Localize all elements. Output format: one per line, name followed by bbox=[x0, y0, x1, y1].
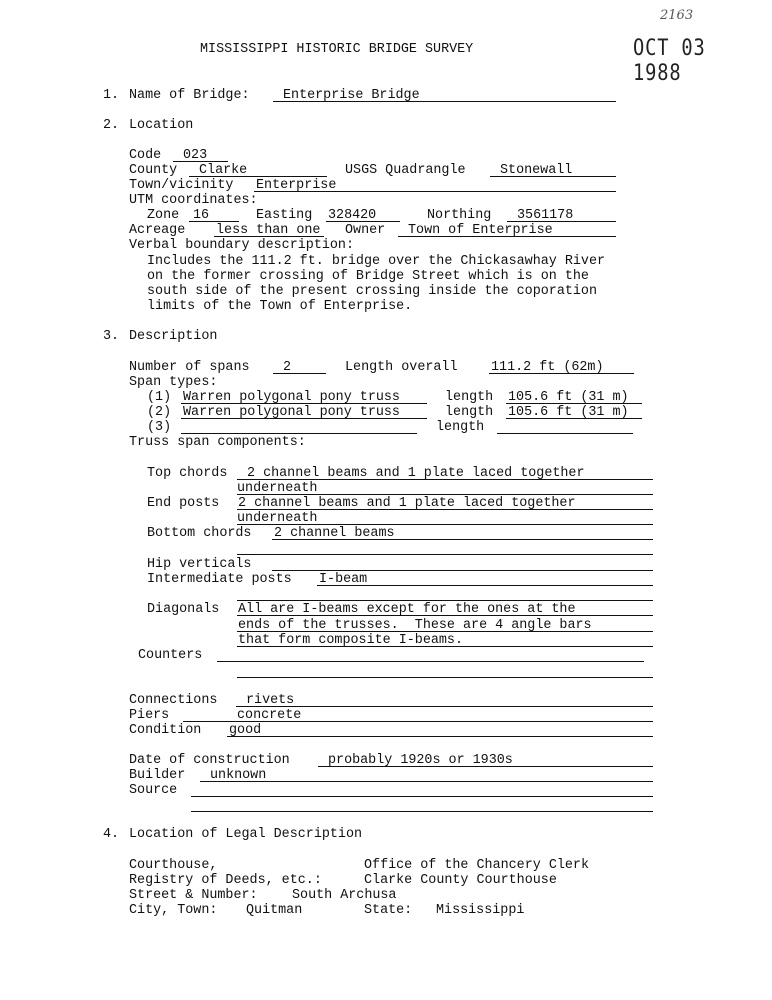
piers-label: Piers bbox=[129, 708, 170, 723]
spans-label: Number of spans bbox=[129, 360, 250, 375]
piers-value: concrete bbox=[237, 708, 302, 723]
top-chords-value-2: underneath bbox=[237, 481, 318, 496]
handwritten-note: 2163 bbox=[660, 8, 694, 23]
acreage-line bbox=[214, 236, 324, 237]
received-date-stamp: OCT 03 1988 bbox=[633, 36, 706, 86]
counters-label: Counters bbox=[138, 648, 203, 663]
end-posts-value-2: underneath bbox=[237, 511, 318, 526]
date-of-construction-line bbox=[318, 766, 653, 767]
county-value: Clarke bbox=[199, 163, 248, 178]
usgs-label: USGS Quadrangle bbox=[345, 163, 466, 178]
bridge-name-line bbox=[273, 101, 616, 102]
span-type-1-length-line bbox=[506, 403, 642, 404]
end-posts-line-1 bbox=[237, 509, 653, 510]
section-2-number: 2. bbox=[103, 118, 120, 133]
span-type-2-number: (2) bbox=[147, 405, 172, 420]
acreage-label: Acreage bbox=[129, 223, 186, 238]
verbal-boundary-label: Verbal boundary description: bbox=[129, 238, 354, 253]
diagonals-value-3: that form composite I-beams. bbox=[238, 633, 463, 648]
end-posts-label: End posts bbox=[147, 496, 220, 511]
zone-value: 16 bbox=[193, 208, 210, 223]
diagonals-line-2 bbox=[237, 631, 653, 632]
usgs-value: Stonewall bbox=[500, 163, 573, 178]
diagonals-value-1: All are I-beams except for the ones at the bbox=[238, 602, 576, 617]
section-2-heading: Location bbox=[129, 118, 194, 133]
section-4-number: 4. bbox=[103, 827, 120, 842]
counters-line-2 bbox=[237, 677, 653, 678]
courthouse-value: Office of the Chancery Clerk bbox=[364, 858, 589, 873]
bottom-chords-label: Bottom chords bbox=[147, 526, 252, 541]
bottom-chords-line-2 bbox=[237, 554, 653, 555]
top-chords-value-1: 2 channel beams and 1 plate laced together bbox=[247, 466, 585, 481]
date-of-construction-label: Date of construction bbox=[129, 753, 290, 768]
length-overall-value: 111.2 ft (62m) bbox=[491, 360, 604, 375]
street-label: Street & Number: bbox=[129, 888, 258, 903]
span-type-1-line bbox=[181, 403, 427, 404]
counters-line-1 bbox=[217, 661, 644, 662]
source-line-1 bbox=[191, 796, 653, 797]
top-chords-line-1 bbox=[237, 479, 653, 480]
verbal-boundary-line-1: Includes the 111.2 ft. bridge over the Chickasawhay River bbox=[147, 254, 606, 269]
code-value: 023 bbox=[183, 148, 208, 163]
span-types-label: Span types: bbox=[129, 375, 218, 390]
spans-line bbox=[273, 373, 326, 374]
span-type-1-length-value: 105.6 ft (31 m) bbox=[508, 390, 629, 405]
connections-label: Connections bbox=[129, 693, 218, 708]
zone-line bbox=[189, 221, 239, 222]
span-type-3-length-line bbox=[497, 433, 633, 434]
city-value: Quitman bbox=[246, 903, 303, 918]
acreage-value: less than one bbox=[216, 223, 321, 238]
end-posts-value-1: 2 channel beams and 1 plate laced together bbox=[238, 496, 576, 511]
bottom-chords-line-1 bbox=[272, 539, 653, 540]
city-label: City, Town: bbox=[129, 903, 218, 918]
diagonals-label: Diagonals bbox=[147, 602, 220, 617]
diagonals-value-2: ends of the trusses. These are 4 angle bars bbox=[238, 618, 592, 633]
county-line bbox=[189, 176, 327, 177]
piers-line bbox=[183, 721, 653, 722]
span-type-1-length-label: length bbox=[445, 390, 494, 405]
section-3-number: 3. bbox=[103, 329, 120, 344]
intermediate-posts-line bbox=[317, 585, 653, 586]
builder-value: unknown bbox=[210, 768, 267, 783]
span-type-2-length-value: 105.6 ft (31 m) bbox=[508, 405, 629, 420]
span-type-3-line bbox=[181, 433, 417, 434]
span-type-2-value: Warren polygonal pony truss bbox=[183, 405, 400, 420]
connections-line bbox=[236, 706, 653, 707]
page-title: MISSISSIPPI HISTORIC BRIDGE SURVEY bbox=[200, 42, 474, 57]
street-value: South Archusa bbox=[292, 888, 397, 903]
section-4-heading: Location of Legal Description bbox=[129, 827, 363, 842]
intermediate-posts-value: I-beam bbox=[319, 572, 368, 587]
utm-label: UTM coordinates: bbox=[129, 193, 258, 208]
span-type-2-length-label: length bbox=[445, 405, 494, 420]
condition-label: Condition bbox=[129, 723, 202, 738]
truss-components-label: Truss span components: bbox=[129, 435, 306, 450]
zone-label: Zone bbox=[147, 208, 180, 223]
length-overall-line bbox=[489, 373, 634, 374]
courthouse-label: Courthouse, bbox=[129, 858, 218, 873]
hip-verticals-label: Hip verticals bbox=[147, 557, 252, 572]
northing-label: Northing bbox=[427, 208, 492, 223]
code-line bbox=[173, 161, 228, 162]
county-label: County bbox=[129, 163, 178, 178]
northing-line bbox=[507, 221, 616, 222]
registry-value: Clarke County Courthouse bbox=[364, 873, 557, 888]
owner-label: Owner bbox=[345, 223, 386, 238]
verbal-boundary-line-3: south side of the present crossing inside the coporation bbox=[147, 284, 597, 299]
owner-line bbox=[398, 236, 616, 237]
end-posts-line-2 bbox=[237, 524, 653, 525]
span-type-3-number: (3) bbox=[147, 420, 172, 435]
town-label: Town/vicinity bbox=[129, 178, 234, 193]
length-overall-label: Length overall bbox=[345, 360, 458, 375]
top-chords-line-2 bbox=[237, 494, 653, 495]
builder-line bbox=[200, 781, 653, 782]
source-line-2 bbox=[191, 811, 653, 812]
diagonals-line-3 bbox=[237, 646, 653, 647]
source-label: Source bbox=[129, 783, 178, 798]
bottom-chords-value: 2 channel beams bbox=[274, 526, 395, 541]
condition-line bbox=[227, 736, 653, 737]
span-type-1-value: Warren polygonal pony truss bbox=[183, 390, 400, 405]
hip-verticals-line bbox=[272, 570, 653, 571]
top-chords-label: Top chords bbox=[147, 466, 228, 481]
verbal-boundary-line-2: on the former crossing of Bridge Street which is on the bbox=[147, 269, 589, 284]
span-type-1-number: (1) bbox=[147, 390, 172, 405]
section-3-heading: Description bbox=[129, 329, 218, 344]
connections-value: rivets bbox=[246, 693, 295, 708]
intermediate-posts-label: Intermediate posts bbox=[147, 572, 292, 587]
builder-label: Builder bbox=[129, 768, 186, 783]
intermediate-posts-line-2 bbox=[237, 600, 653, 601]
span-type-2-line bbox=[181, 418, 427, 419]
state-value: Mississippi bbox=[436, 903, 525, 918]
registry-label: Registry of Deeds, etc.: bbox=[129, 873, 322, 888]
easting-label: Easting bbox=[256, 208, 313, 223]
span-type-3-length-label: length bbox=[436, 420, 485, 435]
easting-value: 328420 bbox=[328, 208, 377, 223]
northing-value: 3561178 bbox=[517, 208, 574, 223]
town-value: Enterprise bbox=[256, 178, 337, 193]
owner-value: Town of Enterprise bbox=[408, 223, 553, 238]
bridge-name-label: Name of Bridge: bbox=[129, 88, 250, 103]
section-1-number: 1. bbox=[103, 88, 120, 103]
verbal-boundary-line-4: limits of the Town of Enterprise. bbox=[147, 299, 413, 314]
code-label: Code bbox=[129, 148, 162, 163]
state-label: State: bbox=[364, 903, 413, 918]
bridge-name-value: Enterprise Bridge bbox=[283, 88, 420, 103]
easting-line bbox=[326, 221, 400, 222]
condition-value: good bbox=[229, 723, 262, 738]
spans-value: 2 bbox=[283, 360, 292, 375]
town-line bbox=[254, 191, 616, 192]
date-of-construction-value: probably 1920s or 1930s bbox=[328, 753, 513, 768]
diagonals-line-1 bbox=[237, 615, 653, 616]
span-type-2-length-line bbox=[506, 418, 642, 419]
usgs-line bbox=[490, 176, 616, 177]
